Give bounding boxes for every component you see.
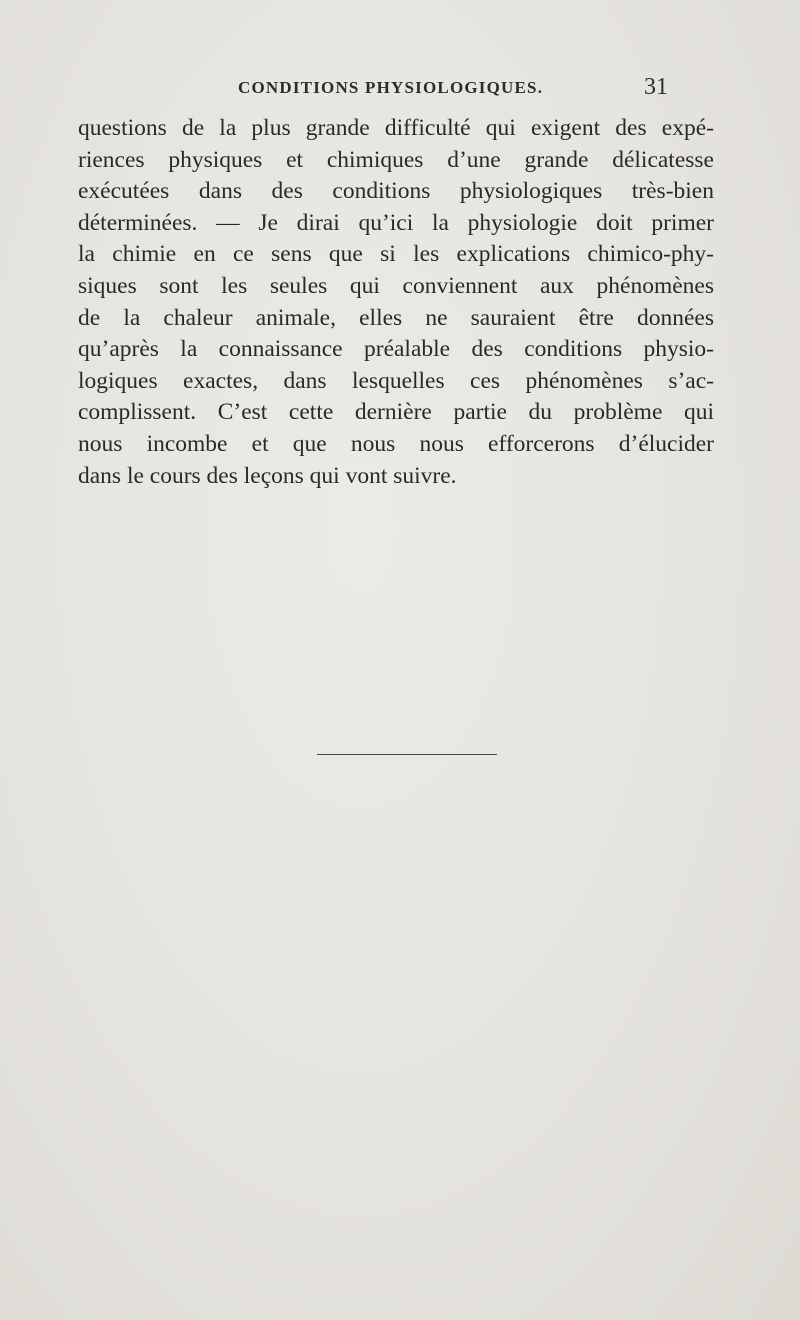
- text-line: logiques exactes, dans lesquelles ces phénomènes s’ac-: [78, 367, 714, 394]
- text-line: de la chaleur animale, elles ne sauraient être données: [78, 304, 714, 331]
- text-line: la chimie en ce sens que si les explications chimico-phy-: [78, 241, 714, 268]
- text-line: exécutées dans des conditions physiologiques très-bien: [78, 178, 714, 205]
- text-line: complissent. C’est cette dernière partie du problème qui: [78, 399, 714, 426]
- text-line: questions de la plus grande difficulté qui exigent des expé-: [78, 115, 714, 141]
- text-line: déterminées. — Je dirai qu’ici la physiologie doit primer: [78, 209, 714, 236]
- section-end-rule: [317, 754, 497, 755]
- text-line: dans le cours des leçons qui vont suivre.: [78, 462, 457, 489]
- text-line: nous incombe et que nous nous efforcerons d’élucider: [78, 430, 714, 457]
- text-line: riences physiques et chimiques d’une grande délicatesse: [78, 146, 714, 173]
- page-number: 31: [644, 74, 668, 100]
- text-line: qu’après la connaissance préalable des conditions physio-: [78, 336, 714, 363]
- running-title: CONDITIONS PHYSIOLOGIQUES.: [238, 78, 544, 97]
- body-paragraph: [78, 113, 714, 492]
- text-line: siques sont les seules qui conviennent aux phénomènes: [78, 272, 714, 299]
